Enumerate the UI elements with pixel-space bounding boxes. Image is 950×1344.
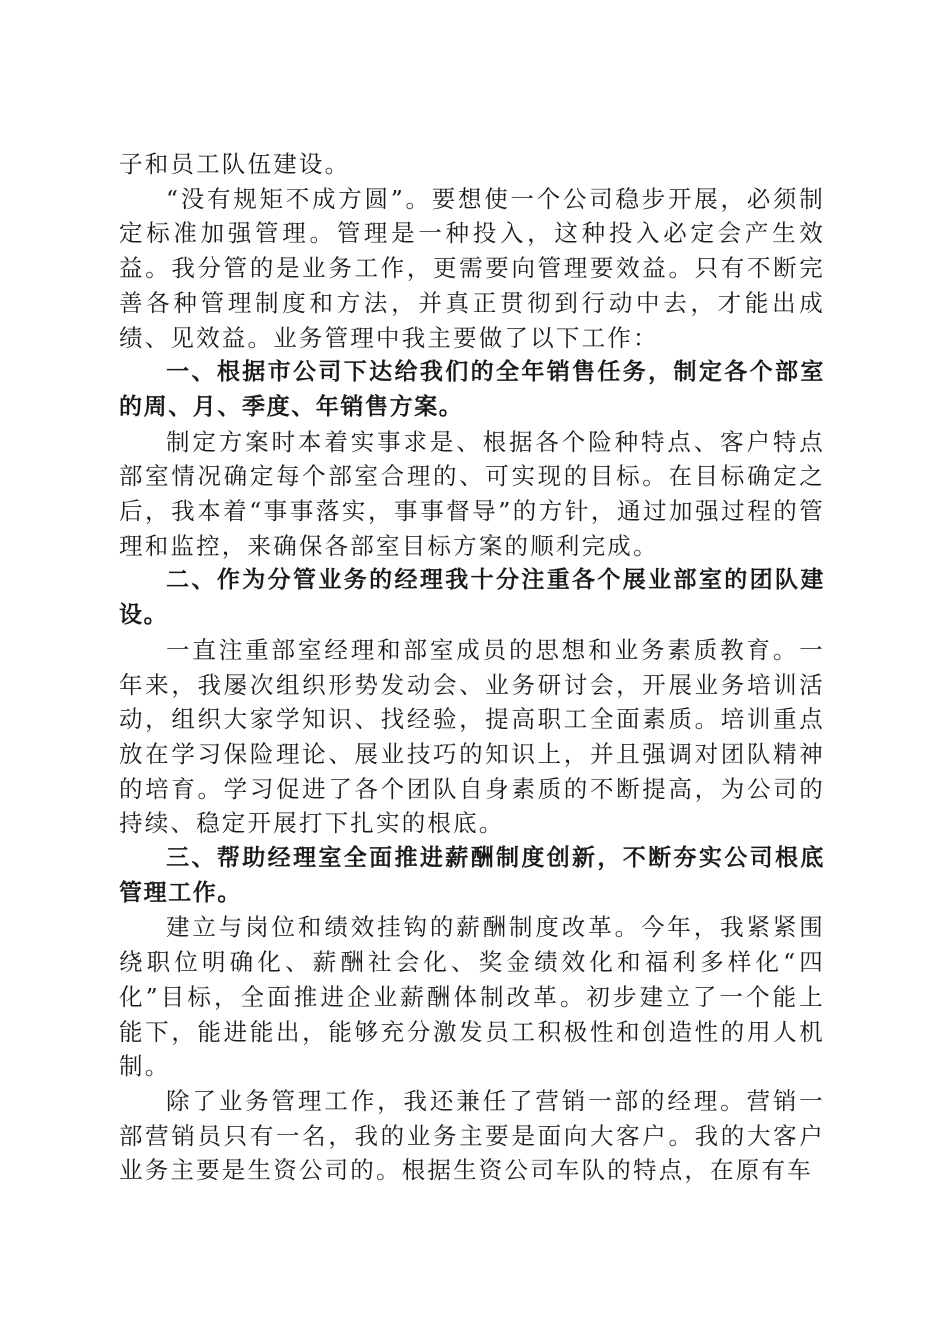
heading-section-three: 三、帮助经理室全面推进薪酬制度创新，不断夯实公司根底管理工作。 bbox=[119, 845, 825, 906]
paragraph-section-two: 一直注重部室经理和部室成员的思想和业务素质教育。一年来，我屡次组织形势发动会、业务研讨会，开展业务培训活动，组织大家学知识、找经验，提高职工全面素质。培训重点放在学习保险理论、展业技巧的知识上，并且强调对团队精神的培育。学习促进了各个团队自身素质的不断提高，为公司的持续、稳定开展打下扎实的根底。 bbox=[119, 635, 825, 838]
paragraph-management-intro: “没有规矩不成方圆”。要想使一个公司稳步开展，必须制定标准加强管理。管理是一种投入，这种投入必定会产生效益。我分管的是业务工作，更需要向管理要效益。只有不断完善各种管理制度和方法，并真正贯彻到行动中去，才能出成绩、见效益。业务管理中我主要做了以下工作： bbox=[119, 184, 825, 352]
paragraph-continuation: 子和员工队伍建设。 bbox=[119, 150, 351, 178]
paragraph-section-one: 制定方案时本着实事求是、根据各个险种特点、客户特点部室情况确定每个部室合理的、可实现的目标。在目标确定之后，我本着“事事落实，事事督导”的方针，通过加强过程的管理和监控，来确保各部室目标方案的顺利完成。 bbox=[119, 427, 825, 560]
heading-section-two: 二、作为分管业务的经理我十分注重各个展业部室的团队建设。 bbox=[119, 567, 825, 629]
heading-section-one: 一、根据市公司下达给我们的全年销售任务，制定各个部室的周、月、季度、年销售方案。 bbox=[119, 359, 825, 420]
document-body bbox=[119, 147, 825, 1188]
paragraph-section-three: 建立与岗位和绩效挂钩的薪酬制度改革。今年，我紧紧围绕职位明确化、薪酬社会化、奖金绩效化和福利多样化“四化”目标，全面推进企业薪酬体制改革。初步建立了一个能上能下，能进能出，能够充分激发员工积极性和创造性的用人机制。 bbox=[119, 913, 825, 1081]
paragraph-sales-department: 除了业务管理工作，我还兼任了营销一部的经理。营销一部营销员只有一名，我的业务主要是面向大客户。我的大客户业务主要是生资公司的。根据生资公司车队的特点，在原有车 bbox=[119, 1086, 825, 1185]
